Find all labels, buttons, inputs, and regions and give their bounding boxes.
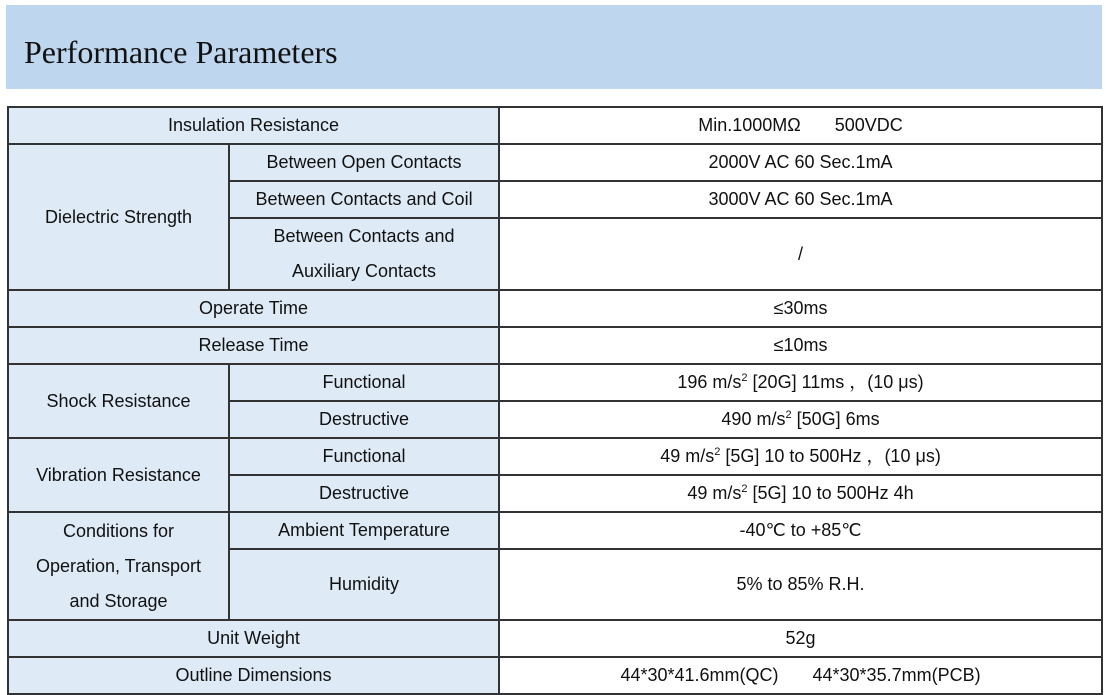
ambient-temperature-value: -40℃ to +85℃ [499,512,1102,549]
conditions-label-line3: and Storage [69,590,168,611]
shock-functional-value-detail: [20G] 11ms ，(10 μs) [747,372,924,392]
outline-dimensions-qc: 44*30*41.6mm(QC) [620,665,779,685]
contacts-coil-label: Between Contacts and Coil [229,181,499,218]
page-title: Performance Parameters [24,34,338,70]
outline-dimensions-value [499,657,1102,694]
shock-functional-label: Functional [229,364,499,401]
shock-functional-value-exponent: 2 [741,372,748,384]
operate-time-value: ≤30ms [499,290,1102,327]
insulation-resistance-value [499,107,1102,144]
dielectric-strength-label: Dielectric Strength [8,144,229,290]
vibration-functional-value-exponent: 2 [714,446,721,458]
shock-destructive-value-detail: [50G] 6ms [791,409,880,429]
shock-functional-value-unit: 196 m/s [677,372,742,392]
release-time-label: Release Time [8,327,499,364]
vibration-functional-label: Functional [229,438,499,475]
shock-destructive-value [499,401,1102,438]
open-contacts-value: 2000V AC 60 Sec.1mA [499,144,1102,181]
humidity-label: Humidity [229,549,499,620]
insulation-resistance-min: Min.1000MΩ [698,115,801,135]
humidity-value: 5% to 85% R.H. [499,549,1102,620]
vibration-resistance-label: Vibration Resistance [8,438,229,512]
table-row [8,327,1102,364]
table-row [8,620,1102,657]
vibration-destructive-value-unit: 49 m/s [687,483,742,503]
section-header [6,5,1102,89]
conditions-label [8,512,229,620]
vibration-destructive-value-exponent: 2 [741,483,748,495]
vibration-destructive-value-detail: [5G] 10 to 500Hz 4h [747,483,914,503]
table-row [8,657,1102,694]
shock-destructive-label: Destructive [229,401,499,438]
outline-dimensions-label: Outline Dimensions [8,657,499,694]
insulation-resistance-label: Insulation Resistance [8,107,499,144]
performance-parameters-table [7,106,1103,695]
shock-resistance-label: Shock Resistance [8,364,229,438]
shock-functional-value [499,364,1102,401]
vibration-destructive-label: Destructive [229,475,499,512]
contacts-coil-value: 3000V AC 60 Sec.1mA [499,181,1102,218]
table-row [8,107,1102,144]
conditions-label-line2: Operation, Transport [35,555,202,576]
table-row [8,364,1102,401]
vibration-functional-value [499,438,1102,475]
vibration-destructive-value [499,475,1102,512]
contacts-auxiliary-value: / [499,218,1102,290]
unit-weight-value: 52g [499,620,1102,657]
vibration-functional-value-detail: [5G] 10 to 500Hz ，(10 μs) [720,446,941,466]
table-row [8,512,1102,549]
conditions-label-line1: Conditions for [62,520,175,541]
contacts-auxiliary-label [229,218,499,290]
operate-time-label: Operate Time [8,290,499,327]
contacts-auxiliary-label-line1: Between Contacts and [273,226,455,246]
vibration-functional-value-unit: 49 m/s [660,446,715,466]
ambient-temperature-label: Ambient Temperature [229,512,499,549]
shock-destructive-value-unit: 490 m/s [721,409,786,429]
insulation-resistance-voltage: 500VDC [834,115,903,135]
release-time-value: ≤10ms [499,327,1102,364]
contacts-auxiliary-label-line2: Auxiliary Contacts [291,261,437,281]
table-row [8,290,1102,327]
open-contacts-label: Between Open Contacts [229,144,499,181]
outline-dimensions-pcb: 44*30*35.7mm(PCB) [812,665,981,685]
table-row [8,144,1102,181]
table-row [8,438,1102,475]
unit-weight-label: Unit Weight [8,620,499,657]
shock-destructive-value-exponent: 2 [785,409,792,421]
